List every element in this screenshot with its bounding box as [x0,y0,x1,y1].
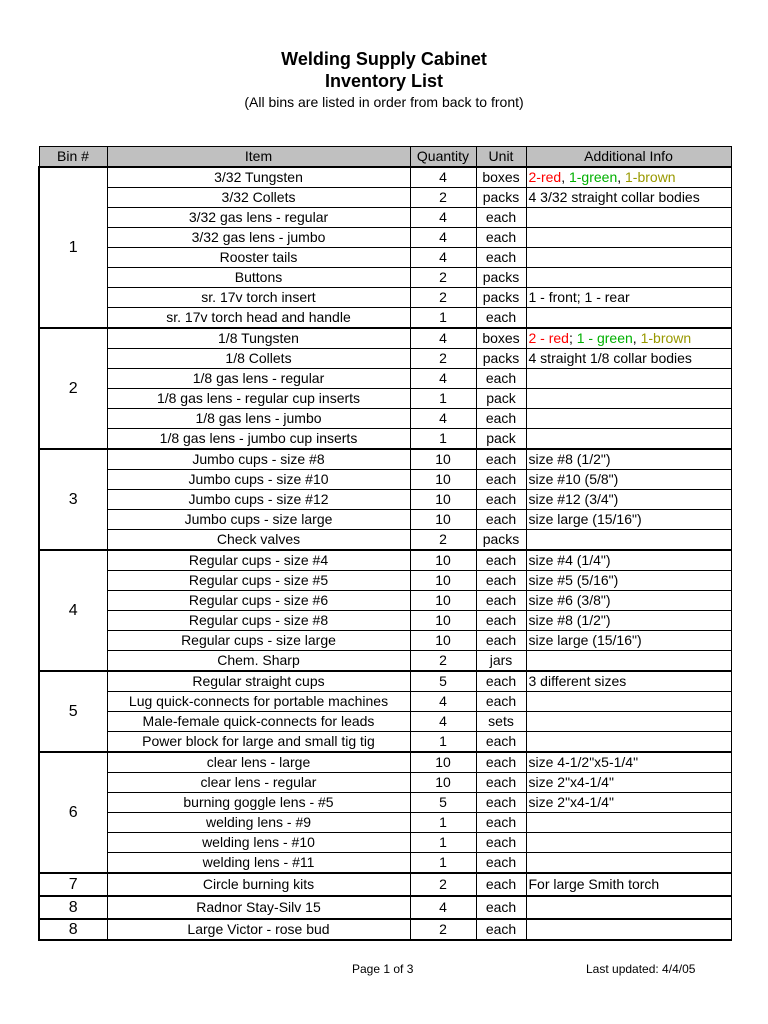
unit-cell: each [476,591,526,611]
table-row [39,490,731,510]
additional-info-cell [526,369,731,389]
item-cell: Regular cups - size #5 [107,571,410,591]
table-row [39,369,731,389]
quantity-cell: 4 [410,228,476,248]
table-row [39,671,731,692]
quantity-cell: 2 [410,530,476,551]
additional-info-cell: 4 straight 1/8 collar bodies [526,349,731,369]
table-row [39,208,731,228]
unit-cell: boxes [476,167,526,188]
unit-cell: pack [476,429,526,450]
table-row [39,288,731,308]
table-row [39,328,731,349]
item-cell: Lug quick-connects for portable machines [107,692,410,712]
unit-cell: jars [476,651,526,672]
unit-cell: packs [476,288,526,308]
item-cell: 1/8 Tungsten [107,328,410,349]
additional-info-cell: size large (15/16") [526,510,731,530]
quantity-cell: 10 [410,752,476,773]
unit-cell: each [476,409,526,429]
additional-info-cell [526,268,731,288]
bin-number: 2 [39,328,107,449]
quantity-cell: 10 [410,510,476,530]
additional-info-cell [526,208,731,228]
unit-cell: pack [476,389,526,409]
item-cell: Jumbo cups - size large [107,510,410,530]
unit-cell: each [476,611,526,631]
quantity-cell: 4 [410,692,476,712]
table-row [39,550,731,571]
item-cell: clear lens - regular [107,773,410,793]
document-title: Welding Supply Cabinet [281,49,487,69]
unit-cell: sets [476,712,526,732]
unit-cell: each [476,813,526,833]
table-row [39,349,731,369]
table-header-row [39,147,731,168]
item-cell: burning goggle lens - #5 [107,793,410,813]
quantity-cell: 4 [410,896,476,919]
table-row [39,591,731,611]
quantity-cell: 10 [410,773,476,793]
table-row [39,409,731,429]
additional-info-cell [526,389,731,409]
item-cell: 3/32 gas lens - jumbo [107,228,410,248]
brown-text: 1-brown [640,330,692,346]
item-cell: 1/8 gas lens - regular cup inserts [107,389,410,409]
table-row [39,896,731,919]
unit-cell: each [476,752,526,773]
additional-info-cell: size #8 (1/2") [526,611,731,631]
additional-info-cell: size 2"x4-1/4" [526,793,731,813]
quantity-cell: 2 [410,873,476,896]
table-row [39,248,731,268]
quantity-cell: 1 [410,813,476,833]
unit-cell: each [476,208,526,228]
unit-cell: each [476,853,526,874]
quantity-cell: 4 [410,167,476,188]
column-header-additional-info: Additional Info [526,147,731,168]
unit-cell: each [476,470,526,490]
quantity-cell: 4 [410,208,476,228]
table-row [39,188,731,208]
item-cell: sr. 17v torch insert [107,288,410,308]
inventory-table [38,146,732,941]
unit-cell: packs [476,349,526,369]
table-row [39,470,731,490]
quantity-cell: 1 [410,853,476,874]
unit-cell: each [476,631,526,651]
bin-number: 4 [39,550,107,671]
table-row [39,773,731,793]
item-cell: Rooster tails [107,248,410,268]
item-cell: 1/8 gas lens - jumbo [107,409,410,429]
table-row [39,873,731,896]
quantity-cell: 10 [410,470,476,490]
item-cell: Check valves [107,530,410,551]
item-cell: welding lens - #9 [107,813,410,833]
item-cell: Circle burning kits [107,873,410,896]
unit-cell: each [476,490,526,510]
additional-info-cell [526,328,731,349]
additional-info-cell: size 4-1/2"x5-1/4" [526,752,731,773]
bin-group [39,550,731,671]
item-cell: Jumbo cups - size #10 [107,470,410,490]
quantity-cell: 10 [410,449,476,470]
additional-info-cell [526,692,731,712]
item-cell: 3/32 Collets [107,188,410,208]
unit-cell: each [476,510,526,530]
unit-cell: each [476,732,526,753]
separator-text: ; [568,330,577,346]
bin-number: 3 [39,449,107,550]
red-text: 2-red [528,169,562,185]
column-header-quantity: Quantity [410,147,476,168]
table-row [39,389,731,409]
additional-info-cell [526,651,731,672]
item-cell: Power block for large and small tig tig [107,732,410,753]
document-title-line2: Inventory List [324,71,444,91]
item-cell: sr. 17v torch head and handle [107,308,410,329]
unit-cell: boxes [476,328,526,349]
last-updated: Last updated: 4/4/05 [586,962,696,976]
additional-info-cell: For large Smith torch [526,873,731,896]
additional-info-cell [526,732,731,753]
bin-number: 8 [39,896,107,919]
table-row [39,268,731,288]
unit-cell: each [476,692,526,712]
quantity-cell: 10 [410,631,476,651]
unit-cell: packs [476,188,526,208]
unit-cell: packs [476,268,526,288]
quantity-cell: 10 [410,611,476,631]
additional-info-cell [526,530,731,551]
unit-cell: each [476,671,526,692]
bin-number: 7 [39,873,107,896]
unit-cell: each [476,449,526,470]
item-cell: welding lens - #10 [107,833,410,853]
green-text: 1 - green [576,330,633,346]
additional-info-cell [526,712,731,732]
unit-cell: each [476,773,526,793]
quantity-cell: 1 [410,308,476,329]
bin-group [39,167,731,328]
table-row [39,449,731,470]
item-cell: Jumbo cups - size #12 [107,490,410,510]
table-row [39,732,731,753]
item-cell: 1/8 Collets [107,349,410,369]
document-subtitle: (All bins are listed in order from back to front) [244,94,524,110]
quantity-cell: 2 [410,349,476,369]
item-cell: Regular cups - size #8 [107,611,410,631]
unit-cell: each [476,896,526,919]
bin-group [39,752,731,873]
bin-group [39,671,731,752]
additional-info-cell [526,813,731,833]
column-header-item: Item [107,147,410,168]
quantity-cell: 4 [410,409,476,429]
table-row [39,793,731,813]
additional-info-cell [526,167,731,188]
item-cell: Regular straight cups [107,671,410,692]
item-cell: 1/8 gas lens - jumbo cup inserts [107,429,410,450]
table-row [39,833,731,853]
item-cell: Regular cups - size large [107,631,410,651]
additional-info-cell: 1 - front; 1 - rear [526,288,731,308]
unit-cell: each [476,793,526,813]
unit-cell: each [476,873,526,896]
quantity-cell: 4 [410,328,476,349]
unit-cell: each [476,833,526,853]
quantity-cell: 10 [410,571,476,591]
bin-group [39,919,731,940]
unit-cell: each [476,308,526,329]
item-cell: 3/32 Tungsten [107,167,410,188]
table-row [39,167,731,188]
additional-info-cell: 4 3/32 straight collar bodies [526,188,731,208]
table-row [39,228,731,248]
item-cell: Jumbo cups - size #8 [107,449,410,470]
separator-text: , [561,169,569,185]
bin-number: 8 [39,919,107,940]
unit-cell: each [476,571,526,591]
table-row [39,530,731,551]
table-row [39,813,731,833]
additional-info-cell: size #5 (5/16") [526,571,731,591]
column-header-unit: Unit [476,147,526,168]
bin-number: 5 [39,671,107,752]
table-row [39,692,731,712]
item-cell: Regular cups - size #4 [107,550,410,571]
bin-group [39,449,731,550]
quantity-cell: 10 [410,591,476,611]
additional-info-cell [526,919,731,940]
quantity-cell: 10 [410,550,476,571]
quantity-cell: 2 [410,919,476,940]
additional-info-cell [526,248,731,268]
table-row [39,919,731,940]
table-row [39,651,731,672]
table-row [39,631,731,651]
page-number: Page 1 of 3 [352,962,414,976]
item-cell: Buttons [107,268,410,288]
table-row [39,429,731,450]
table-row [39,712,731,732]
quantity-cell: 4 [410,248,476,268]
item-cell: Radnor Stay-Silv 15 [107,896,410,919]
quantity-cell: 10 [410,490,476,510]
quantity-cell: 2 [410,651,476,672]
item-cell: Regular cups - size #6 [107,591,410,611]
additional-info-cell: size #8 (1/2") [526,449,731,470]
separator-text: , [632,330,641,346]
additional-info-cell: size #10 (5/8") [526,470,731,490]
quantity-cell: 1 [410,833,476,853]
red-text: 2 - red [528,330,569,346]
additional-info-cell: 3 different sizes [526,671,731,692]
item-cell: Chem. Sharp [107,651,410,672]
item-cell: 3/32 gas lens - regular [107,208,410,228]
additional-info-cell: size #6 (3/8") [526,591,731,611]
additional-info-cell: size large (15/16") [526,631,731,651]
unit-cell: each [476,550,526,571]
item-cell: Male-female quick-connects for leads [107,712,410,732]
bin-number: 6 [39,752,107,873]
additional-info-cell: size #12 (3/4") [526,490,731,510]
table-row [39,611,731,631]
quantity-cell: 2 [410,288,476,308]
unit-cell: each [476,228,526,248]
table-row [39,752,731,773]
quantity-cell: 1 [410,429,476,450]
table-row [39,308,731,329]
additional-info-cell [526,853,731,874]
additional-info-cell [526,896,731,919]
unit-cell: each [476,248,526,268]
column-header-bin: Bin # [39,147,107,168]
quantity-cell: 1 [410,389,476,409]
quantity-cell: 4 [410,712,476,732]
quantity-cell: 2 [410,268,476,288]
additional-info-cell [526,228,731,248]
item-cell: 1/8 gas lens - regular [107,369,410,389]
bin-group [39,873,731,896]
quantity-cell: 5 [410,671,476,692]
additional-info-cell: size 2"x4-1/4" [526,773,731,793]
item-cell: Large Victor - rose bud [107,919,410,940]
quantity-cell: 5 [410,793,476,813]
additional-info-cell [526,833,731,853]
quantity-cell: 1 [410,732,476,753]
quantity-cell: 4 [410,369,476,389]
additional-info-cell [526,429,731,450]
unit-cell: each [476,369,526,389]
brown-text: 1-brown [625,169,676,185]
separator-text: , [617,169,626,185]
bin-group [39,896,731,919]
quantity-cell: 2 [410,188,476,208]
additional-info-cell: size #4 (1/4") [526,550,731,571]
additional-info-cell [526,409,731,429]
additional-info-cell [526,308,731,329]
item-cell: clear lens - large [107,752,410,773]
item-cell: welding lens - #11 [107,853,410,874]
table-row [39,853,731,874]
bin-group [39,328,731,449]
table-row [39,571,731,591]
unit-cell: each [476,919,526,940]
unit-cell: packs [476,530,526,551]
table-row [39,510,731,530]
green-text: 1-green [568,169,618,185]
bin-number: 1 [39,167,107,328]
